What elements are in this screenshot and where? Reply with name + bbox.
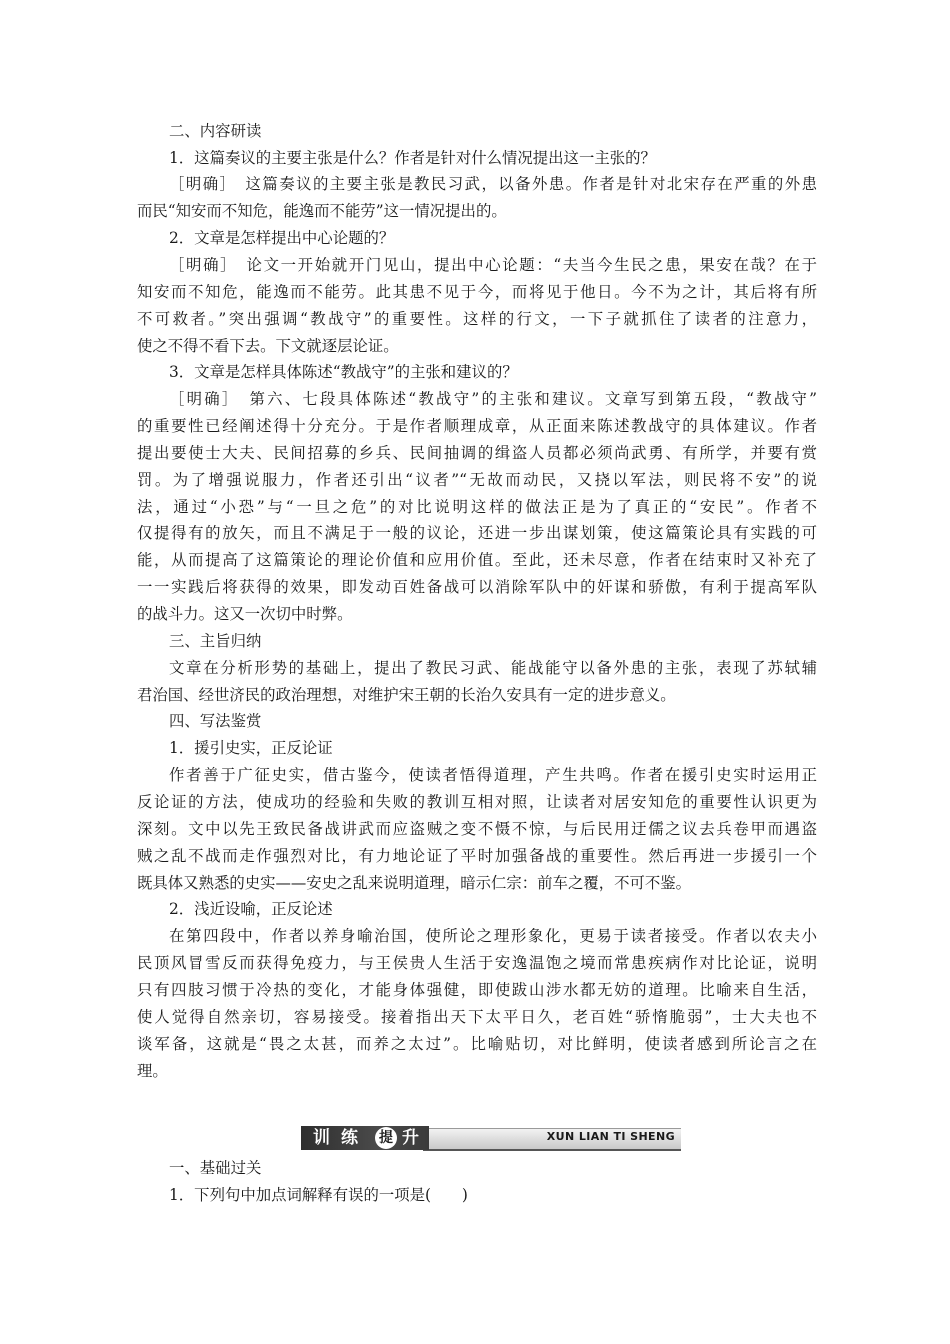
answer-line: ［明确］ 论文一开始就开门见山，提出中心论题：“夫当今生民之患，果安在哉？在于 <box>169 256 817 274</box>
paragraph-line: 既具体又熟悉的史实——安史之乱来说明道理，暗示仁宗：前车之覆，不可不鉴。 <box>137 874 692 892</box>
answer-line: 提出要使士大夫、民间招募的乡兵、民间抽调的缉盗人员都必须尚武勇、有所学，并要有赏 <box>137 444 817 462</box>
banner-circle-char: 提 <box>375 1127 397 1149</box>
answer-line: ［明确］ 这篇奏议的主要主张是教民习武，以备外患。作者是针对北宋存在严重的外患 <box>169 175 817 193</box>
answer-line: 的战斗力。这又一次切中时弊。 <box>137 605 353 623</box>
answer-line: 能，从而提高了这篇策论的理论价值和应用价值。至此，还未尽意，作者在结束时又补充了 <box>137 551 817 569</box>
answer-line: 一一实践后将获得的效果，即发动百姓备战可以消除军队中的奸谋和骄傲，有利于提高军队 <box>137 578 817 596</box>
answer-line: 知安而不知危，能逸而不能劳。此其患不见于今，而将见于他日。今不为之计，其后将有所 <box>137 283 817 301</box>
section-heading: 四、写法鉴赏 <box>169 712 262 730</box>
paragraph-line: 在第四段中，作者以养身喻治国，使所论之理形象化，更易于读者接受。作者以农夫小 <box>169 927 817 945</box>
answer-line: 仅提得有的放矢，而且不满足于一般的议论，还进一步出谋划策，使这篇策论具有实践的可 <box>137 524 817 542</box>
paragraph-line: 贼之乱不战而走作强烈对比，有力地论证了平时加强备战的重要性。然后再进一步援引一个 <box>137 847 817 865</box>
banner-pinyin: XUN LIAN TI SHENG <box>546 1130 675 1143</box>
exercise-question: 1．下列句中加点词解释有误的一项是( ) <box>169 1186 468 1204</box>
question: 3．文章是怎样具体陈述“教战守”的主张和建议的？ <box>169 363 518 381</box>
answer-line: 法，通过“小恐”与“一旦之危”的对比说明这样的做法正是为了真正的“安民”。作者不 <box>137 498 817 516</box>
section-heading: 三、主旨归纳 <box>169 632 262 650</box>
subheading: 1．援引史实，正反论证 <box>169 739 333 757</box>
banner-char: 升 <box>402 1128 419 1148</box>
paragraph-line: 深刻。文中以先王致民备战讲武而应盗贼之变不慑不惊，与后民用迂儒之议去兵卷甲而遇盗 <box>137 820 817 838</box>
paragraph-line: 只有四肢习惯于冷热的变化，才能身体强健，即使跋山涉水都无妨的道理。比喻来自生活， <box>137 981 817 999</box>
answer-line: 而民“知安而不知危，能逸而不能劳”这一情况提出的。 <box>137 202 507 220</box>
paragraph-line: 谈军备，这就是“畏之太甚，而养之太过”。比喻贴切，对比鲜明，使读者感到所论言之在 <box>137 1035 817 1053</box>
paragraph-line: 君治国、经世济民的政治理想，对维护宋王朝的长治久安具有一定的进步意义。 <box>137 686 676 704</box>
answer-line: 罚。为了增强说服力，作者还引出“议者”“无故而动民，又挠以军法，则民将不安”的说 <box>137 471 817 489</box>
paragraph-line: 反论证的方法，使成功的经验和失败的教训互相对照，让读者对居安知危的重要性认识更为 <box>137 793 817 811</box>
paragraph-line: 理。 <box>137 1062 168 1080</box>
banner-char: 训 <box>313 1128 330 1148</box>
answer-line: 不可救者。”突出强调“教战守”的重要性。这样的行文，一下子就抓住了读者的注意力， <box>137 310 817 328</box>
question: 1．这篇奏议的主要主张是什么？作者是针对什么情况提出这一主张的？ <box>169 149 656 167</box>
paragraph-line: 作者善于广征史实，借古鉴今，使读者悟得道理，产生共鸣。作者在援引史实时运用正 <box>169 766 817 784</box>
answer-line: 的重要性已经阐述得十分充分。于是作者顺理成章，从正面来陈述教战守的具体建议。作者 <box>137 417 817 435</box>
paragraph-line: 使人觉得自然亲切，容易接受。接着指出天下太平日久，老百姓“骄惰脆弱”，士大夫也不 <box>137 1008 817 1026</box>
question: 2．文章是怎样提出中心论题的？ <box>169 229 395 247</box>
banner-char: 练 <box>341 1128 358 1148</box>
answer-line: ［明确］ 第六、七段具体陈述“教战守”的主张和建议。文章写到第五段，“教战守” <box>169 390 817 408</box>
paragraph-line: 民顶风冒雪反而获得免疫力，与王侯贵人生活于安逸温饱之境而常患疾病作对比论证，说明 <box>137 954 817 972</box>
section-heading: 二、内容研读 <box>169 122 262 140</box>
section-heading: 一、基础过关 <box>169 1159 262 1177</box>
answer-line: 使之不得不看下去。下文就逐层论证。 <box>137 337 399 355</box>
subheading: 2．浅近设喻，正反论述 <box>169 900 333 918</box>
training-banner <box>301 1126 681 1150</box>
paragraph-line: 文章在分析形势的基础上，提出了教民习武、能战能守以备外患的主张，表现了苏轼辅 <box>169 659 817 677</box>
